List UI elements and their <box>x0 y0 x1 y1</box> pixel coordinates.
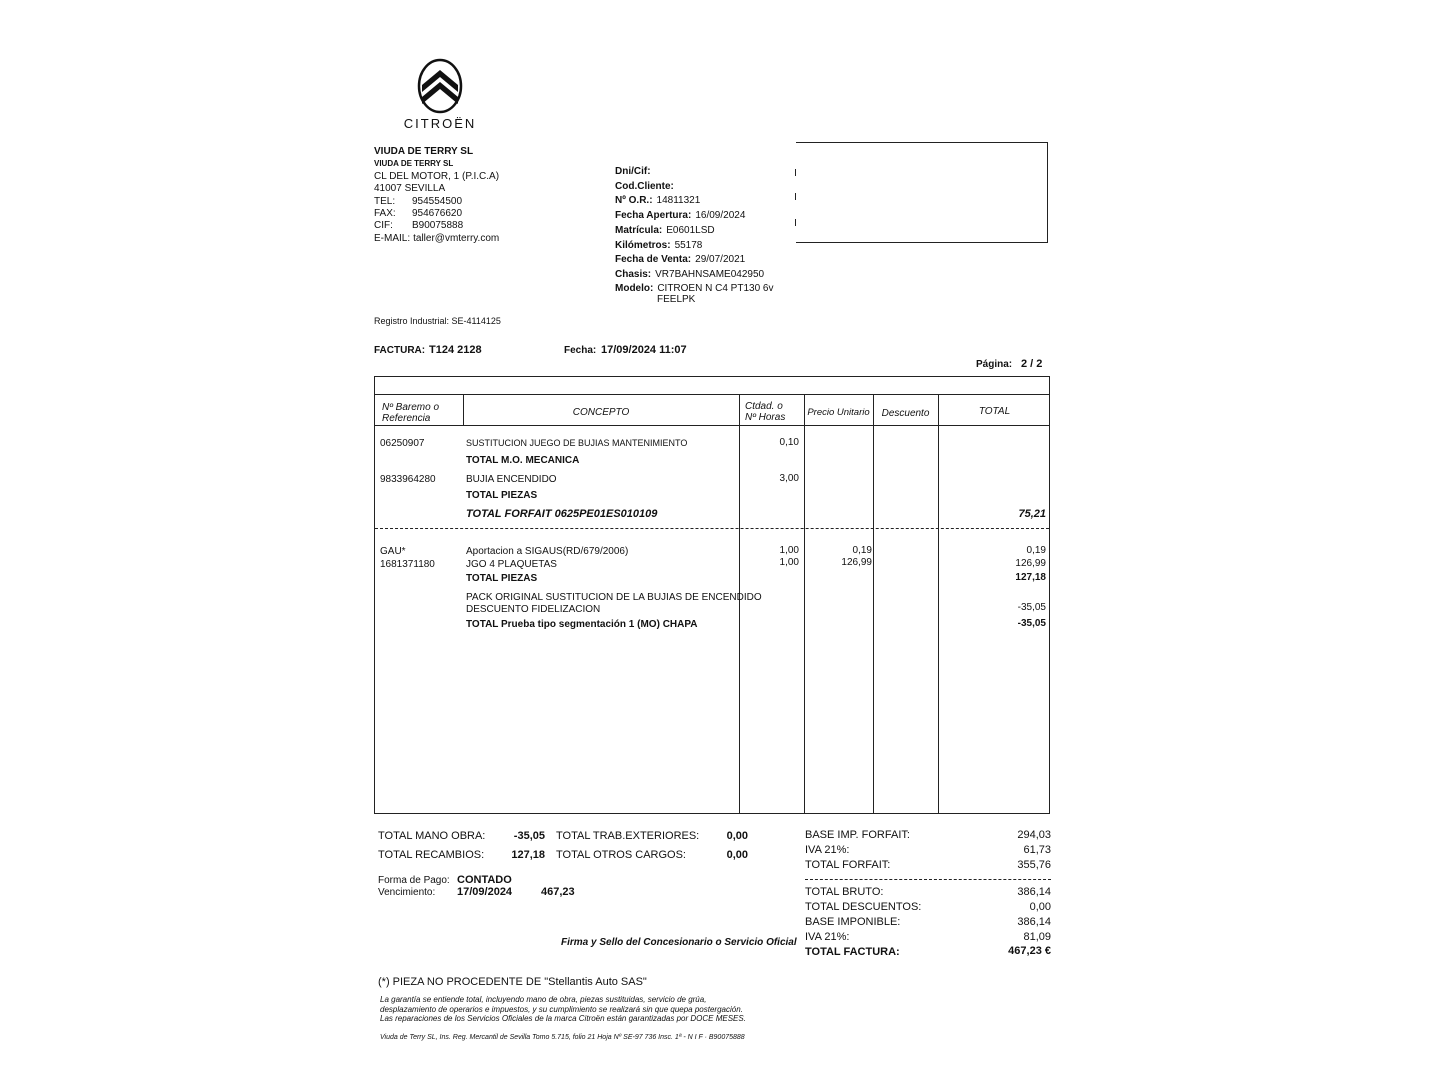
firma-sello: Firma y Sello del Concesionario o Servicio Oficial <box>561 937 797 948</box>
total-factura-value: 467,23 € <box>1008 945 1051 957</box>
row-total: 75,21 <box>1018 508 1046 520</box>
iva-forfait-value: 61,73 <box>1023 844 1051 856</box>
header-concepto: CONCEPTO <box>572 407 630 418</box>
iva-label: IVA 21%: <box>805 931 850 943</box>
row-qty: 0,10 <box>779 437 799 448</box>
tel-value: 954554500 <box>412 195 463 207</box>
dealer-city: 41007 SEVILLA <box>374 183 446 195</box>
fecha-value: 17/09/2024 11:07 <box>601 344 687 356</box>
recambios-value: 127,18 <box>511 849 545 861</box>
row-total: -35,05 <box>1017 618 1046 629</box>
iva-value: 81,09 <box>1023 931 1051 943</box>
summary-divider <box>805 879 1051 880</box>
row-total: 126,99 <box>1015 558 1046 569</box>
row-concepto: TOTAL M.O. MECANICA <box>466 455 580 466</box>
cif-label: CIF: <box>374 220 393 232</box>
dealer-name-secondary: VIUDA DE TERRY SL <box>374 159 454 169</box>
row-ref: 9833964280 <box>380 474 436 485</box>
forma-pago-label: Forma de Pago: <box>378 875 450 886</box>
row-qty: 1,00 <box>779 557 799 568</box>
modelo-label: Modelo: <box>615 282 654 294</box>
vencimiento-importe: 467,23 <box>541 886 575 898</box>
descuentos-value: 0,00 <box>1029 901 1051 913</box>
header-cantidad: Ctdad. o Nº Horas <box>745 401 786 423</box>
header-descuento: Descuento <box>881 408 930 419</box>
row-concepto: Aportacion a SIGAUS(RD/679/2006) <box>466 546 629 557</box>
fax-label: FAX: <box>374 208 396 220</box>
row-concepto: SUSTITUCION JUEGO DE BUJIAS MANTENIMIENTO <box>466 438 688 448</box>
pagina-label: Página: <box>976 359 1013 370</box>
row-total: -35,05 <box>1017 602 1046 613</box>
row-precio: 0,19 <box>852 545 872 556</box>
base-forfait-label: BASE IMP. FORFAIT: <box>805 829 910 841</box>
tel-label: TEL: <box>374 195 396 207</box>
row-ref: 1681371180 <box>380 559 435 570</box>
apertura-label: Fecha Apertura: <box>615 210 692 222</box>
row-concepto: TOTAL FORFAIT 0625PE01ES010109 <box>466 508 658 520</box>
dealer-name: VIUDA DE TERRY SL <box>374 146 474 157</box>
dni-label: Dni/Cif: <box>615 166 651 177</box>
row-concepto: TOTAL Prueba tipo segmentación 1 (MO) CHAPA <box>466 619 698 630</box>
otros-cargos-value: 0,00 <box>726 849 748 861</box>
vencimiento-label: Vencimiento: <box>378 887 436 898</box>
row-concepto: BUJIA ENCENDIDO <box>466 474 557 485</box>
vencimiento-fecha: 17/09/2024 <box>457 886 513 898</box>
email-label: E-MAIL: <box>374 232 411 244</box>
total-forfait-label: TOTAL FORFAIT: <box>805 859 891 871</box>
base-imponible-value: 386,14 <box>1017 916 1051 928</box>
mano-obra-value: -35,05 <box>513 830 545 842</box>
base-imponible-label: BASE IMPONIBLE: <box>805 916 901 928</box>
fax-value: 954676620 <box>412 208 463 220</box>
client-address-box <box>796 142 1048 243</box>
chasis-label: Chasis: <box>615 268 652 280</box>
row-qty: 1,00 <box>779 545 799 556</box>
matricula-value: E0601LSD <box>666 224 715 236</box>
venta-label: Fecha de Venta: <box>615 254 692 266</box>
factura-number: T124 2128 <box>429 344 482 356</box>
descuentos-label: TOTAL DESCUENTOS: <box>805 901 922 913</box>
email-value: taller@vmterry.com <box>413 232 500 244</box>
cif-value: B90075888 <box>412 220 464 232</box>
km-value: 55178 <box>674 239 703 251</box>
garantia-text: La garantía se entiende total, incluyendo mano de obra, piezas sustituidas, servicio de grúa, desplazamiento de operarios e impuestos, y su cumplimiento se realizará sin que quepa postergación. Las reparaciones de los Servicios Oficiales de la marca Citroën están garantizadas por DOCE MESES. <box>380 995 746 1023</box>
otros-cargos-label: TOTAL OTROS CARGOS: <box>556 849 686 861</box>
cod-cliente-label: Cod.Cliente: <box>615 180 674 192</box>
row-concepto: TOTAL PIEZAS <box>466 490 538 501</box>
pieza-note: (*) PIEZA NO PROCEDENTE DE "Stellantis Auto SAS" <box>378 976 647 988</box>
row-total: 127,18 <box>1015 572 1046 583</box>
fecha-label: Fecha: <box>564 345 597 356</box>
mano-obra-label: TOTAL MANO OBRA: <box>378 830 486 842</box>
modelo-value: CITROEN N C4 PT130 6v <box>657 282 774 294</box>
row-concepto: JGO 4 PLAQUETAS <box>466 559 557 570</box>
row-total: 0,19 <box>1026 545 1046 556</box>
header-referencia: Nº Baremo o Referencia <box>382 402 440 424</box>
row-ref: GAU* <box>380 546 406 557</box>
header-total: TOTAL <box>978 406 1011 417</box>
modelo-value-2: FEELPK <box>657 293 696 305</box>
or-label: Nº O.R.: <box>615 195 653 207</box>
bruto-value: 386,14 <box>1017 886 1051 898</box>
recambios-label: TOTAL RECAMBIOS: <box>378 849 485 861</box>
row-ref: 06250907 <box>380 438 425 449</box>
forma-pago-value: CONTADO <box>457 874 512 886</box>
dealer-info <box>374 146 499 245</box>
invoice-lines-table <box>374 376 1050 814</box>
header-precio-unitario: Precio Unitario <box>807 407 870 418</box>
or-value: 14811321 <box>656 195 701 207</box>
trab-ext-label: TOTAL TRAB.EXTERIORES: <box>556 830 700 842</box>
total-forfait-value: 355,76 <box>1017 859 1051 871</box>
venta-value: 29/07/2021 <box>695 254 746 266</box>
dealer-address: CL DEL MOTOR, 1 (P.I.C.A) <box>374 170 500 182</box>
row-concepto: TOTAL PIEZAS <box>466 573 538 584</box>
matricula-label: Matrícula: <box>615 224 663 236</box>
row-qty: 3,00 <box>779 473 799 484</box>
registro-mercantil: Viuda de Terry SL, Ins. Reg. Mercantil de Sevilla Tomo 5.715, folio 21 Hoja Nº SE-97 736 Insc. 1ª - N I F · B90075888 <box>380 1034 745 1041</box>
trab-ext-value: 0,00 <box>726 830 748 842</box>
row-precio: 126,99 <box>841 557 872 568</box>
total-factura-label: TOTAL FACTURA: <box>805 946 900 958</box>
client-info <box>615 165 773 305</box>
row-concepto: PACK ORIGINAL SUSTITUCION DE LA BUJIAS DE ENCENDIDO <box>466 592 762 603</box>
base-forfait-value: 294,03 <box>1017 829 1051 841</box>
chasis-value: VR7BAHNSAME042950 <box>655 268 765 280</box>
factura-label: FACTURA: <box>374 345 426 356</box>
pagina-value: 2 / 2 <box>1021 358 1043 370</box>
apertura-value: 16/09/2024 <box>695 210 746 222</box>
registro-industrial: Registro Industrial: SE-4114125 <box>374 316 501 326</box>
km-label: Kilómetros: <box>615 239 671 251</box>
iva-forfait-label: IVA 21%: <box>805 844 850 856</box>
row-concepto: DESCUENTO FIDELIZACION <box>466 604 601 615</box>
bruto-label: TOTAL BRUTO: <box>805 886 884 898</box>
brand-name: CITROËN <box>403 116 477 131</box>
